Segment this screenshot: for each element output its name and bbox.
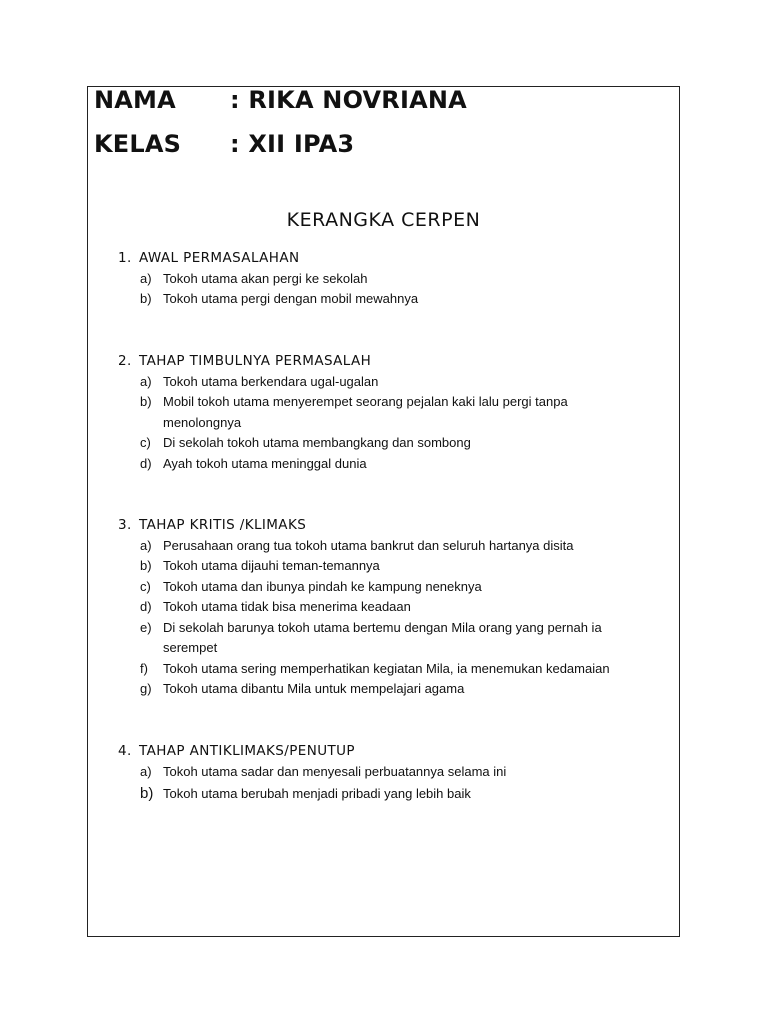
item-text: Tokoh utama dan ibunya pindah ke kampung neneknya bbox=[163, 579, 482, 594]
item-marker: c) bbox=[140, 579, 151, 594]
item-text: Di sekolah barunya tokoh utama bertemu dengan Mila orang yang pernah ia bbox=[163, 620, 602, 635]
item-text: Perusahaan orang tua tokoh utama bankrut dan seluruh hartanya disita bbox=[163, 538, 574, 553]
item-marker: d) bbox=[140, 599, 152, 614]
class-label: KELAS bbox=[94, 130, 182, 158]
list-item bbox=[140, 599, 411, 614]
item-marker: f) bbox=[140, 661, 148, 676]
item-text: Tokoh utama dibantu Mila untuk mempelajari agama bbox=[163, 681, 465, 696]
document-title: KERANGKA CERPEN bbox=[286, 209, 481, 231]
list-item bbox=[140, 394, 568, 409]
section-title: TAHAP TIMBULNYA PERMASALAH bbox=[139, 353, 372, 369]
item-marker: b) bbox=[140, 291, 152, 306]
list-item bbox=[140, 579, 482, 594]
item-marker: d) bbox=[140, 456, 152, 471]
item-marker: g) bbox=[140, 681, 152, 696]
list-item bbox=[140, 764, 506, 779]
item-text: Tokoh utama sadar dan menyesali perbuatannya selama ini bbox=[163, 764, 507, 779]
section-heading-3 bbox=[118, 517, 306, 533]
item-text: Tokoh utama berkendara ugal-ugalan bbox=[163, 374, 379, 389]
list-item bbox=[140, 681, 464, 696]
item-marker: b) bbox=[140, 558, 152, 573]
item-text: Tokoh utama pergi dengan mobil mewahnya bbox=[163, 291, 419, 306]
list-item bbox=[140, 291, 418, 306]
section-title: TAHAP ANTIKLIMAKS/PENUTUP bbox=[139, 743, 355, 759]
list-item bbox=[140, 620, 602, 635]
item-marker: e) bbox=[140, 620, 152, 635]
item-text: Tokoh utama akan pergi ke sekolah bbox=[163, 271, 368, 286]
list-item bbox=[140, 271, 368, 286]
class-value: : XII IPA3 bbox=[230, 130, 355, 158]
item-marker: b) bbox=[140, 785, 154, 802]
item-text: Tokoh utama berubah menjadi pribadi yang lebih baik bbox=[163, 786, 471, 801]
list-item bbox=[140, 456, 367, 471]
list-item bbox=[140, 785, 471, 802]
section-number: 1. bbox=[118, 250, 132, 266]
list-item bbox=[140, 538, 574, 553]
item-marker: b) bbox=[140, 394, 152, 409]
section-title: AWAL PERMASALAHAN bbox=[139, 250, 300, 266]
name-value: : RIKA NOVRIANA bbox=[230, 86, 467, 114]
item-marker: c) bbox=[140, 435, 151, 450]
list-item bbox=[140, 435, 471, 450]
item-text: Ayah tokoh utama meninggal dunia bbox=[163, 456, 367, 471]
item-marker: a) bbox=[140, 764, 152, 779]
item-marker: a) bbox=[140, 374, 152, 389]
list-item bbox=[140, 558, 380, 573]
item-text-continuation: menolongnya bbox=[163, 415, 242, 430]
item-text: Tokoh utama sering memperhatikan kegiatan Mila, ia menemukan kedamaian bbox=[163, 661, 610, 676]
item-text: Mobil tokoh utama menyerempet seorang pejalan kaki lalu pergi tanpa bbox=[163, 394, 568, 409]
item-text: Tokoh utama tidak bisa menerima keadaan bbox=[163, 599, 411, 614]
section-heading-1 bbox=[118, 250, 300, 266]
list-item bbox=[140, 374, 378, 389]
item-marker: a) bbox=[140, 271, 152, 286]
section-heading-2 bbox=[118, 353, 371, 369]
item-text: Tokoh utama dijauhi teman-temannya bbox=[163, 558, 380, 573]
item-marker: a) bbox=[140, 538, 152, 553]
class-row bbox=[94, 130, 354, 158]
list-item bbox=[140, 661, 610, 676]
section-number: 3. bbox=[118, 517, 132, 533]
name-label: NAMA bbox=[94, 86, 176, 114]
section-number: 4. bbox=[118, 743, 132, 759]
item-text-continuation: serempet bbox=[163, 640, 218, 655]
name-row bbox=[94, 86, 467, 114]
section-title: TAHAP KRITIS /KLIMAKS bbox=[139, 517, 307, 533]
section-number: 2. bbox=[118, 353, 132, 369]
item-text: Di sekolah tokoh utama membangkang dan sombong bbox=[163, 435, 471, 450]
section-heading-4 bbox=[118, 743, 355, 759]
